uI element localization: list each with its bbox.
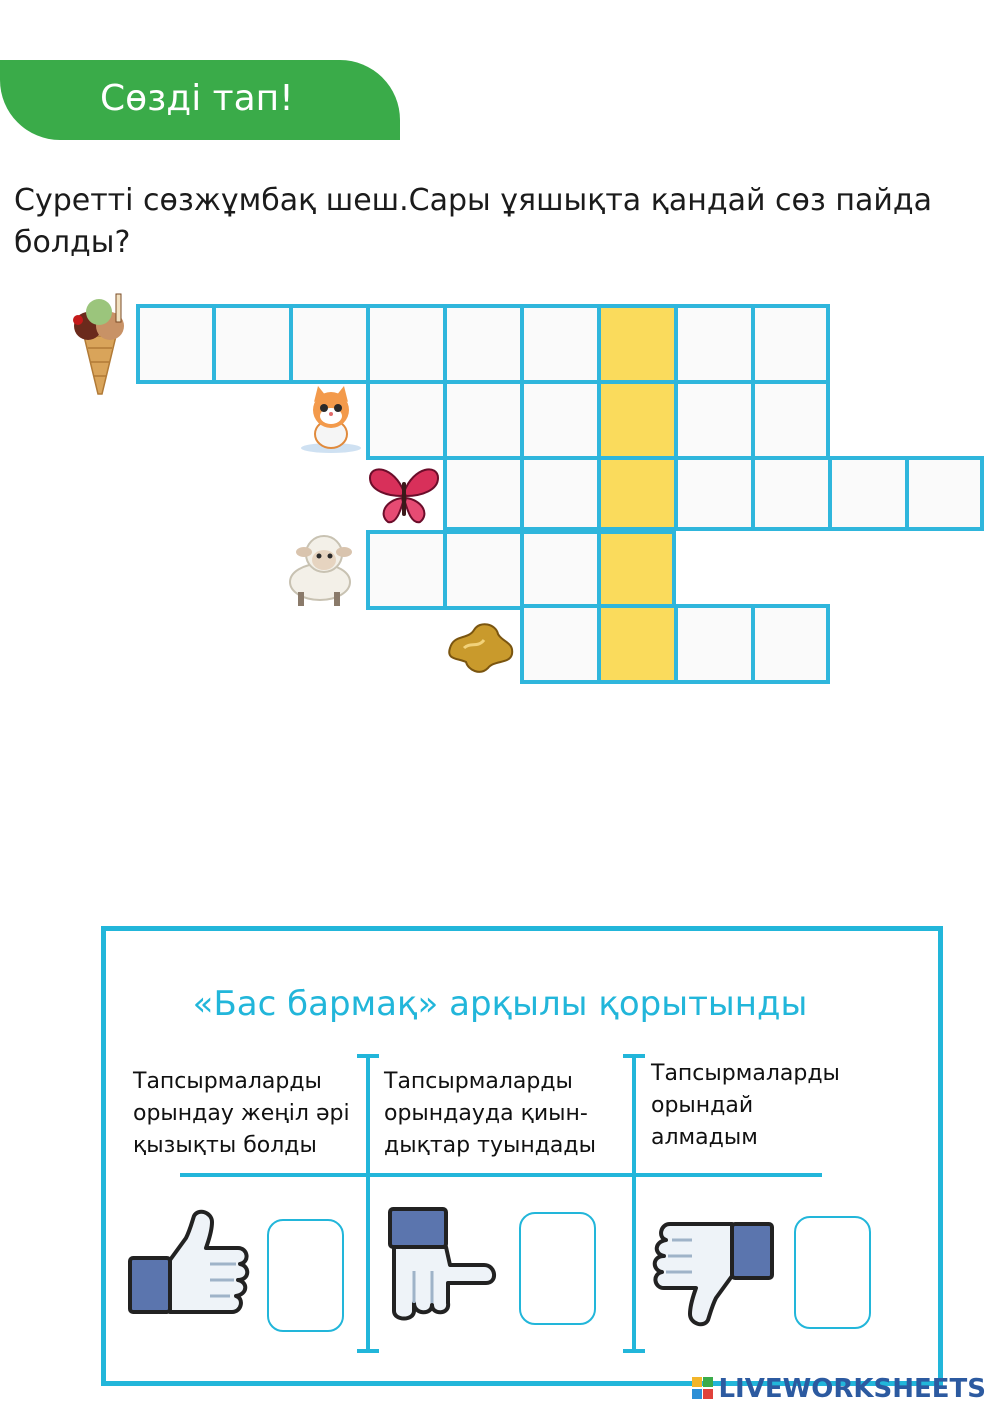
- instruction-text: Суретті сөзжұмбақ шеш.Сары ұяшықта қандай сөз пайда болды?: [14, 183, 932, 260]
- crossword-cell[interactable]: [289, 304, 370, 384]
- crossword-cell[interactable]: [674, 304, 755, 384]
- crossword-cell[interactable]: [751, 304, 830, 384]
- crossword-cell[interactable]: [520, 304, 601, 384]
- crossword-cell-highlighted[interactable]: [597, 530, 676, 610]
- divider-vertical: [366, 1055, 370, 1353]
- text-line: орындауда қиын-: [384, 1101, 588, 1126]
- crossword-cell-highlighted[interactable]: [597, 380, 678, 460]
- crossword-cell[interactable]: [674, 604, 755, 684]
- butterfly-icon: [366, 462, 442, 528]
- crossword-cell[interactable]: [366, 530, 447, 610]
- text-line: Тапсырмаларды: [133, 1069, 322, 1094]
- crossword-cell[interactable]: [751, 604, 830, 684]
- divider-cap: [623, 1349, 645, 1353]
- answer-box-easy[interactable]: [267, 1219, 344, 1332]
- gold-nugget-icon: [444, 618, 518, 676]
- divider-horizontal: [180, 1173, 822, 1177]
- crossword-cell[interactable]: [520, 604, 601, 684]
- crossword-cell[interactable]: [520, 380, 601, 460]
- divider-cap: [623, 1054, 645, 1058]
- option-failed-text: [651, 1058, 840, 1154]
- crossword-cell[interactable]: [520, 456, 601, 531]
- crossword-cell[interactable]: [443, 456, 524, 531]
- thumbs-sideways-icon: [388, 1207, 498, 1323]
- crossword-cell[interactable]: [674, 456, 755, 531]
- thumbs-down-icon: [652, 1220, 774, 1328]
- text-line: дықтар туындады: [384, 1133, 596, 1158]
- crossword-cell[interactable]: [674, 380, 755, 460]
- page-title: Сөзді тап!: [100, 78, 294, 119]
- divider-cap: [357, 1349, 379, 1353]
- liveworksheets-logo-icon: [692, 1377, 714, 1401]
- crossword-cell[interactable]: [751, 380, 830, 460]
- kitten-icon: [298, 384, 364, 454]
- divider-cap: [357, 1054, 379, 1058]
- crossword-cell[interactable]: [905, 456, 984, 531]
- crossword-cell-highlighted[interactable]: [597, 304, 678, 384]
- crossword-cell[interactable]: [443, 304, 524, 384]
- crossword-cell[interactable]: [366, 304, 447, 384]
- divider-vertical: [632, 1055, 636, 1353]
- text-line: қызықты болды: [133, 1133, 317, 1158]
- option-difficult-text: [384, 1066, 596, 1162]
- crossword-cell[interactable]: [136, 304, 216, 384]
- ice-cream-icon: [66, 292, 132, 396]
- crossword-cell[interactable]: [366, 380, 447, 460]
- text-line: орындау жеңіл әрі: [133, 1101, 350, 1126]
- crossword-cell-highlighted[interactable]: [597, 456, 678, 531]
- answer-box-difficult[interactable]: [519, 1212, 596, 1325]
- crossword-cell[interactable]: [751, 456, 832, 531]
- liveworksheets-brand[interactable]: LIVEWORKSHEETS: [718, 1374, 986, 1404]
- text-line: алмадым: [651, 1125, 758, 1150]
- option-easy-text: [133, 1066, 350, 1162]
- crossword-cell[interactable]: [443, 380, 524, 460]
- crossword-cell[interactable]: [828, 456, 909, 531]
- crossword-cell[interactable]: [443, 530, 524, 610]
- text-line: орындай: [651, 1093, 754, 1118]
- answer-box-failed[interactable]: [794, 1216, 871, 1329]
- crossword-cell-highlighted[interactable]: [597, 604, 678, 684]
- text-line: Тапсырмаларды: [384, 1069, 573, 1094]
- lamb-icon: [284, 528, 358, 608]
- reflection-title: «Бас бармақ» арқылы қорытынды: [192, 984, 808, 1024]
- text-line: Тапсырмаларды: [651, 1061, 840, 1086]
- crossword-cell[interactable]: [212, 304, 293, 384]
- thumbs-up-icon: [128, 1208, 252, 1316]
- crossword-cell[interactable]: [520, 530, 601, 610]
